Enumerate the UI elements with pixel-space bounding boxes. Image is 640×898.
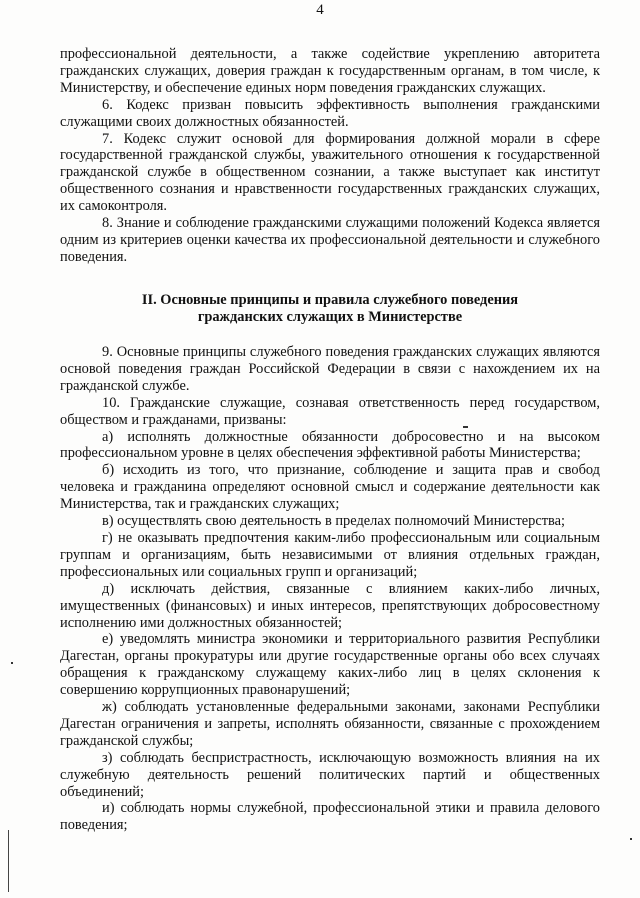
- paragraph-continuation: профессиональной деятельности, а также содействие укреплению авторитета гражданских служащих, доверия граждан к государственным органам, в том числе, к Министерству, и обеспечение единых норм поведения гражданских служащих.: [60, 46, 600, 96]
- paragraph-6: 6. Кодекс призван повысить эффективность выполнения гражданскими служащими своих должностных обязанностей.: [60, 96, 600, 130]
- heading-line-1: II. Основные принципы и правила служебного поведения: [141, 292, 519, 308]
- paragraph-8: 8. Знание и соблюдение гражданскими служащими положений Кодекса является одним из критериев оценки качества их профессиональной деятельности и служебного поведения.: [60, 215, 600, 265]
- scan-speck: [630, 838, 632, 840]
- list-item-zh: ж) соблюдать установленные федеральными законами, законами Республики Дагестан ограничения и запреты, исполнять обязанности, связанные с прохождением гражданской службы;: [60, 699, 600, 749]
- heading-line-2: гражданских служащих в Министерстве: [197, 309, 463, 325]
- list-item-z: з) соблюдать беспристрастность, исключающую возможность влияния на их служебную деятельность решений политических партий и общественных объединений;: [60, 749, 600, 800]
- section-1-body: [60, 46, 600, 266]
- list-item-e: е) уведомлять министра экономики и территориального развития Республики Дагестан, органы прокуратуры или другие государственные органы обо всех случаях обращения к гражданскому служащему каких-либо лиц в целях склонения к совершению коррупционных правонарушений;: [60, 631, 600, 699]
- scan-margin-line: [8, 830, 9, 892]
- section-2-body: [60, 344, 600, 834]
- list-item-b: б) исходить из того, что признание, соблюдение и защита прав и свобод человека и гражданина определяют основной смысл и содержание деятельности как Министерства, так и гражданских служащих;: [60, 462, 600, 513]
- paragraph-9: 9. Основные принципы служебного поведения гражданских служащих являются основой поведения граждан Российской Федерации в связи с нахождением их на гражданской службе.: [60, 344, 600, 394]
- list-item-v: в) осуществлять свою деятельность в пределах полномочий Министерства;: [102, 513, 566, 530]
- list-item-i: и) соблюдать нормы служебной, профессиональной этики и правила делового поведения;: [60, 800, 600, 834]
- list-item-g: г) не оказывать предпочтения каким-либо профессиональным или социальным группам и организациям, быть независимыми от влияния отдельных граждан, профессиональных или социальных групп и организаций;: [60, 529, 600, 580]
- scan-speck: [11, 662, 13, 664]
- paragraph-7: 7. Кодекс служит основой для формирования должной морали в сфере государственной гражданской службы, уважительного отношения к государственной гражданской службе в общественном сознании, а также выступает как институт общественного сознания и нравственности государственных гражданских служащих, их самоконтроля.: [60, 130, 600, 215]
- page-number: 4: [316, 2, 324, 18]
- list-item-a: а) исполнять должностные обязанности добросовестно и на высоком профессиональном уровне в целях обеспечения эффективной работы Министерства;: [60, 428, 600, 462]
- list-item-d: д) исключать действия, связанные с влиянием каких-либо личных, имущественных (финансовых) и иных интересов, препятствующих добросовестному исполнению ими должностных обязанностей;: [60, 580, 600, 631]
- scan-speck: [463, 426, 468, 428]
- paragraph-10: 10. Гражданские служащие, сознавая ответственность перед государством, обществом и гражданами, призваны:: [60, 394, 600, 428]
- section-2-heading: [60, 292, 600, 326]
